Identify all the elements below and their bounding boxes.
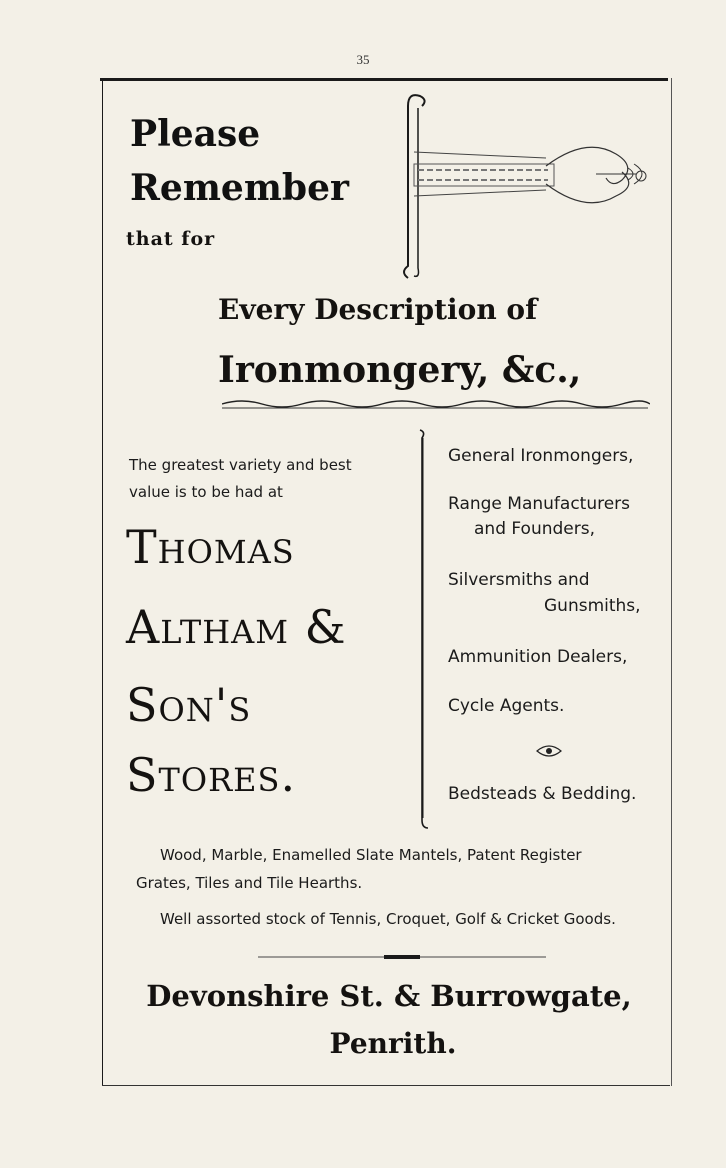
page-number: 35 (356, 52, 370, 67)
eye-ornament-icon (536, 743, 562, 759)
intro-line-1: The greatest variety and best (129, 456, 352, 474)
scroll-ornament-icon (396, 86, 658, 286)
footer-mantels: Wood, Marble, Enamelled Slate Mantels, Patent Register (160, 846, 582, 864)
address-town: Penrith. (329, 1027, 457, 1060)
wavy-rule (222, 398, 650, 410)
service-general-ironmongers: General Ironmongers, (448, 446, 634, 466)
rule-bottom (102, 1085, 670, 1086)
subject-ironmongery: Ironmongery, &c., (218, 349, 582, 391)
service-silversmiths: Silversmiths and (448, 570, 590, 590)
footer-grates: Grates, Tiles and Tile Hearths. (136, 874, 363, 892)
intro-text (129, 452, 399, 506)
subject-every-description: Every Description of (218, 293, 538, 326)
service-founders: and Founders, (474, 519, 596, 539)
name-thomas: Thomas (126, 520, 295, 574)
service-cycle-agents: Cycle Agents. (448, 696, 565, 716)
name-stores: Stores. (126, 748, 297, 802)
service-range-manufacturers: Range Manufacturers (448, 494, 631, 514)
headline-remember: Remember (130, 167, 349, 209)
footer-sports-goods: Well assorted stock of Tennis, Croquet, Golf & Cricket Goods. (160, 910, 616, 928)
intro-line-2: value is to be had at (129, 483, 283, 501)
service-bedsteads: Bedsteads & Bedding. (448, 784, 637, 804)
address-street: Devonshire St. & Burrowgate, (146, 979, 632, 1013)
vertical-divider (414, 428, 430, 830)
short-rule (258, 954, 546, 960)
headline-that-for: that for (126, 228, 216, 250)
service-gunsmiths: Gunsmiths, (544, 596, 641, 616)
headline-please: Please (130, 113, 261, 155)
name-altham: Altham & (126, 600, 347, 654)
name-sons: Son's (126, 678, 252, 732)
service-ammunition: Ammunition Dealers, (448, 647, 628, 667)
